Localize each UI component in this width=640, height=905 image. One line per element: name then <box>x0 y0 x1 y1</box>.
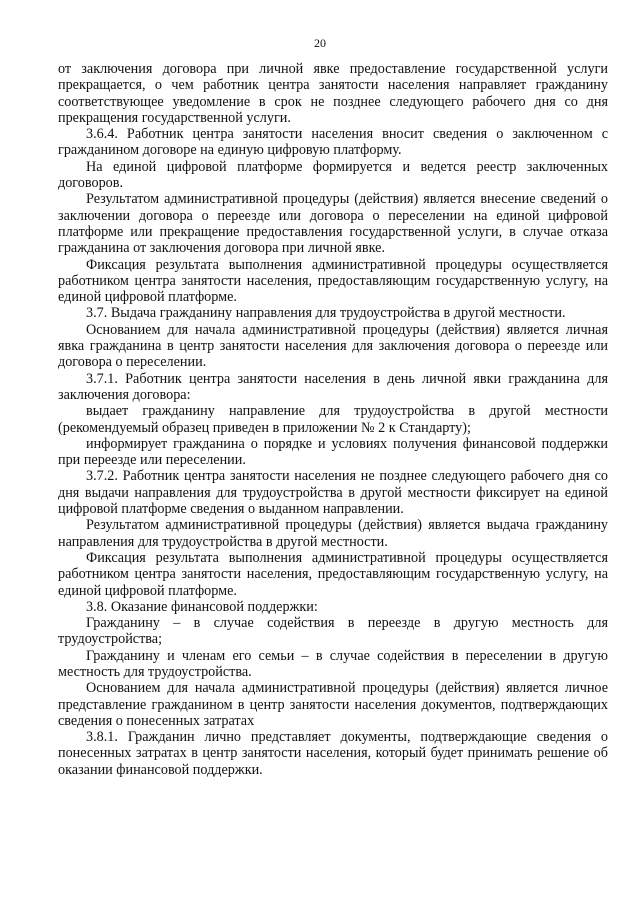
paragraph-result-3-7: Результатом административной процедуры (действия) является выдача гражданину направления для трудоустройства в другой местности. <box>58 517 608 550</box>
page-number: 20 <box>314 36 326 50</box>
paragraph-3-6-4: 3.6.4. Работник центра занятости населения вносит сведения о заключенном с гражданином договоре на единую цифровую платформу. <box>58 126 608 159</box>
document-body <box>58 61 608 778</box>
paragraph-3-7-1: 3.7.1. Работник центра занятости населения в день личной явки гражданина для заключения договора: <box>58 370 608 403</box>
paragraph-3-7-2: 3.7.2. Работник центра занятости населения не позднее следующего рабочего дня со дня выдачи направления для трудоустройства в другой местности фиксирует на единой цифровой платформе сведения о выданном направлении. <box>58 468 608 518</box>
paragraph-citizen-relocation: Гражданину – в случае содействия в переезде в другую местность для трудоустройства; <box>58 615 608 648</box>
paragraph-3-8-heading: 3.8. Оказание финансовой поддержки: <box>86 598 318 615</box>
paragraph-result-3-6: Результатом административной процедуры (действия) является внесение сведений о заключении договора о переезде или договора о переселении на единой цифровой платформе или прекращение предоставления государственной услуги, в случае отказа гражданина от заключения договора при личной явке. <box>58 191 608 257</box>
paragraph-3-7-heading: 3.7. Выдача гражданину направления для трудоустройства в другой местности. <box>86 305 566 322</box>
paragraph-continuation: от заключения договора при личной явке предоставление государственной услуги прекращается, о чем работник центра занятости населения направляет гражданину соответствующее уведомление в срок не позднее следующего рабочего дня со дня прекращения государственной услуги. <box>58 61 608 126</box>
paragraph-3-8-1: 3.8.1. Гражданин лично представляет документы, подтверждающие сведения о понесенных затратах в центр занятости населения, который будет принимать решение об оказании финансовой поддержки. <box>58 729 608 778</box>
paragraph-registry: На единой цифровой платформе формируется и ведется реестр заключенных договоров. <box>58 158 608 192</box>
paragraph-issues-referral: выдает гражданину направление для трудоустройства в другой местности (рекомендуемый образец приведен в приложении № 2 к Стандарту); <box>58 403 608 436</box>
paragraph-informs-citizen: информирует гражданина о порядке и условиях получения финансовой поддержки при переезде или переселении. <box>58 435 608 469</box>
paragraph-basis-3-7: Основанием для начала административной процедуры (действия) является личная явка гражданина в центр занятости населения для заключения договора о переезде или договора о переселении. <box>58 321 608 371</box>
paragraph-fixation-3-6: Фиксация результата выполнения административной процедуры осуществляется работником центра занятости населения, предоставляющим государственную услугу, на единой цифровой платформе. <box>58 256 608 306</box>
paragraph-basis-3-8: Основанием для начала административной процедуры (действия) является личное представление гражданином в центр занятости населения документов, подтверждающих сведения о понесенных затратах <box>58 680 608 729</box>
paragraph-citizen-family-resettlement: Гражданину и членам его семьи – в случае содействия в переселении в другую местность для трудоустройства. <box>58 647 608 680</box>
paragraph-fixation-3-7: Фиксация результата выполнения административной процедуры осуществляется работником центра занятости населения, предоставляющим государственную услугу, на единой цифровой платформе. <box>58 549 608 599</box>
